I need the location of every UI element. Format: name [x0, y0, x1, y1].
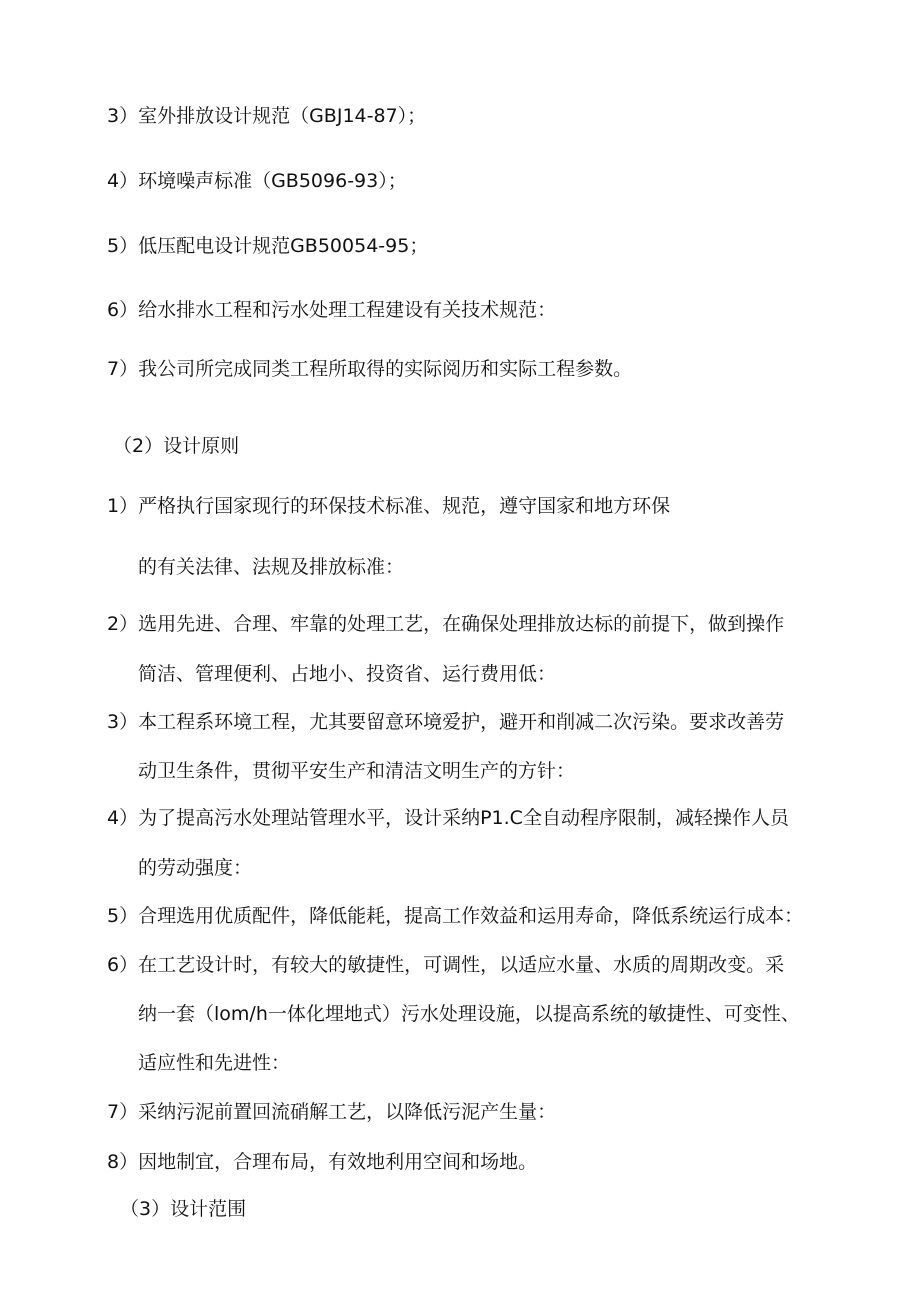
principle-2-line-2: 简洁、管理便利、占地小、投资省、运行费用低：: [138, 663, 557, 685]
principle-1-line-2: 的有关法律、法规及排放标准：: [138, 556, 405, 578]
ref-item-3: 3）室外排放设计规范（GBJ14-87）；: [107, 105, 427, 127]
principle-5-line-1: 5）合理选用优质配件，降低能耗，提高工作效益和运用寿命，降低系统运行成本：: [107, 905, 804, 927]
section-heading-principles: （2）设计原则: [113, 435, 240, 457]
principle-6-line-2: 纳一套（lom∕h一体化埋地式）污水处理设施，以提高系统的敏捷性、可变性、: [138, 1003, 800, 1025]
principle-4-line-1: 4）为了提高污水处理站管理水平，设计采纳P1.C全自动程序限制，减轻操作人员: [107, 807, 789, 829]
principle-4-line-2: 的劳动强度：: [138, 857, 253, 879]
principle-3-line-2: 动卫生条件，贯彻平安生产和清洁文明生产的方针：: [138, 760, 576, 782]
principle-6-line-3: 适应性和先进性：: [138, 1052, 291, 1074]
principle-1-line-1: 1）严格执行国家现行的环保技术标准、规范，遵守国家和地方环保: [107, 495, 671, 517]
principle-8-line-1: 8）因地制宜，合理布局，有效地利用空间和场地。: [107, 1151, 538, 1173]
ref-item-4: 4）环境噪声标准（GB5096-93）；: [107, 170, 407, 192]
ref-item-5: 5）低压配电设计规范GB50054-95；: [107, 235, 429, 257]
principle-2-line-1: 2）选用先进、合理、牢靠的处理工艺，在确保处理排放达标的前提下，做到操作: [107, 613, 785, 635]
ref-item-6: 6）给水排水工程和污水处理工程建设有关技术规范：: [107, 299, 557, 321]
principle-6-line-1: 6）在工艺设计时，有较大的敏捷性，可调性，以适应水量、水质的周期改变。采: [107, 954, 785, 976]
principle-7-line-1: 7）采纳污泥前置回流硝解工艺，以降低污泥产生量：: [107, 1101, 557, 1123]
principle-3-line-1: 3）本工程系环境工程，尤其要留意环境爱护，避开和削减二次污染。要求改善劳: [107, 711, 785, 733]
ref-item-7: 7）我公司所完成同类工程所取得的实际阅历和实际工程参数。: [107, 358, 633, 380]
section-heading-scope: （3）设计范围: [120, 1198, 247, 1220]
